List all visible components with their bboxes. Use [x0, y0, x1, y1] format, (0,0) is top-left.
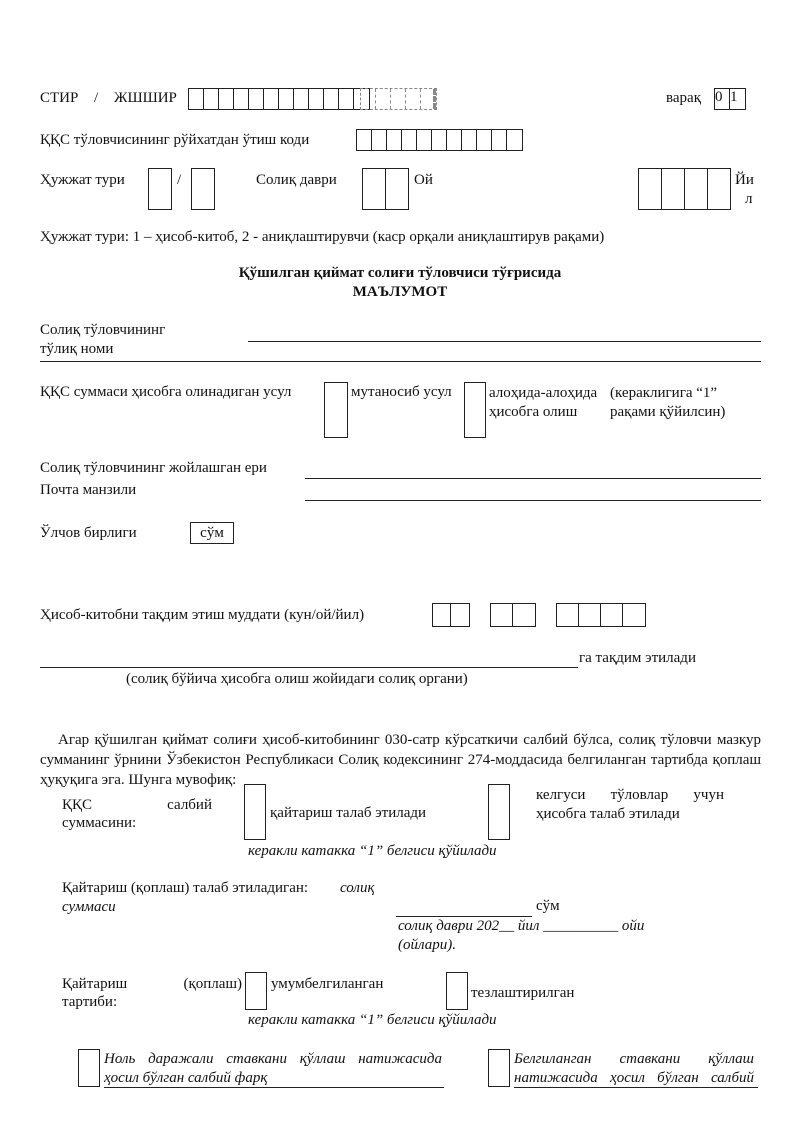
postal-address-field-line[interactable] — [305, 500, 761, 501]
deadline-month-cells[interactable] — [490, 603, 536, 627]
taxpayer-name-field-line-2[interactable] — [40, 361, 761, 362]
refund-order-hint: керакли катакка “1” белгиси қўйилади — [248, 1012, 497, 1028]
tax-authority-field-line[interactable] — [40, 667, 578, 668]
kks-registration-code-cells[interactable] — [356, 129, 523, 151]
zero-rate-option-label: Ноль даражали ставкани қўллаш натижасида ҳосил бўлган салбий фарқ — [104, 1051, 442, 1086]
stir-label: СТИР — [40, 90, 79, 106]
stir-input-cells[interactable] — [188, 88, 370, 110]
doc-type-slash: / — [177, 172, 182, 188]
zero-rate-underline — [104, 1087, 444, 1088]
negative-hint: керакли катакка “1” белгиси қўйилади — [248, 843, 497, 859]
negative-amount-label-line2: суммасини: — [62, 815, 137, 831]
refund-order-label-line2: тартиби: — [62, 994, 118, 1010]
zero-rate-checkbox[interactable] — [78, 1049, 100, 1087]
order-general-checkbox[interactable] — [245, 972, 267, 1010]
order-general-label: умумбелгиланган — [271, 976, 384, 992]
doc-type-label: Ҳужжат тури — [40, 172, 125, 188]
year-label-line2: л — [745, 191, 753, 207]
taxpayer-name-label-2: тўлиқ номи — [40, 341, 114, 357]
refund-currency: сўм — [536, 898, 560, 914]
method-proportional-label: мутаносиб усул — [351, 384, 452, 400]
unit-value-box: сўм — [190, 522, 234, 544]
option-future-payments-checkbox[interactable] — [488, 784, 510, 840]
doc-type-box-2[interactable] — [191, 168, 215, 210]
tax-period-label: Солиқ даври — [256, 172, 337, 188]
kks-registration-code-label: ҚҚС тўловчисининг рўйхатдан ўтиш коди — [40, 132, 310, 148]
option-refund-label: қайтариш талаб этилади — [270, 805, 427, 821]
method-proportional-checkbox[interactable] — [324, 382, 348, 438]
sheet-number-cells[interactable] — [714, 88, 746, 110]
unit-label: Ўлчов бирлиги — [40, 525, 137, 541]
period-year-box-2[interactable] — [661, 168, 685, 210]
method-separate-checkbox[interactable] — [464, 382, 486, 438]
deadline-day-cells[interactable] — [432, 603, 470, 627]
period-year-box-4[interactable] — [707, 168, 731, 210]
jshshir-extra-cells[interactable] — [360, 88, 437, 110]
doc-type-note: Ҳужжат тури: 1 – ҳисоб-китоб, 2 - аниқлаштирувчи (каср орқали аниқлаштирув рақами) — [40, 229, 605, 245]
kks-method-label: ҚҚС суммаси ҳисобга олинадиган усул — [40, 384, 292, 400]
negative-amount-label-line1: ҚҚС салбий — [62, 797, 212, 813]
month-label: Ой — [414, 172, 433, 188]
submitted-to-suffix: га тақдим этилади — [579, 650, 696, 666]
submission-deadline-label: Ҳисоб-китобни тақдим этиш муддати (кун/ой/йил) — [40, 607, 365, 623]
postal-address-label: Почта манзили — [40, 482, 137, 498]
deadline-year-cells[interactable] — [556, 603, 646, 627]
set-rate-checkbox[interactable] — [488, 1049, 510, 1087]
location-label: Солиқ тўловчининг жойлашган ери — [40, 460, 267, 476]
option-future-payments-label: келгуси тўловлар учун ҳисобга талаб этилади — [536, 787, 724, 822]
set-rate-underline — [514, 1087, 758, 1088]
period-month-box-1[interactable] — [362, 168, 386, 210]
taxpayer-name-field-line-1[interactable] — [248, 341, 761, 342]
option-refund-checkbox[interactable] — [244, 784, 266, 840]
period-month-box-2[interactable] — [385, 168, 409, 210]
doc-type-box-1[interactable] — [148, 168, 172, 210]
sheet-digit-2: 1 — [730, 89, 738, 105]
refund-amount-label: Қайтариш (қоплаш) талаб этиладиган: — [62, 880, 309, 896]
jshshir-label: ЖШШИР — [114, 90, 177, 106]
tax-authority-caption: (солиқ бўйича ҳисобга олиш жойидаги солиқ органи) — [126, 671, 468, 687]
order-fast-checkbox[interactable] — [446, 972, 468, 1010]
sheet-digit-1: 0 — [715, 89, 730, 109]
refund-order-label-line1: Қайтариш (қоплаш) — [62, 976, 242, 992]
form-title: Қўшилган қиймат солиғи тўловчиси тўғрисида — [238, 265, 562, 281]
method-separate-label: алоҳида-алоҳида ҳисобга олиш — [489, 385, 598, 420]
taxpayer-name-label-1: Солиқ тўловчининг — [40, 322, 166, 338]
refund-rights-paragraph: Агар қўшилган қиймат солиғи ҳисоб-китобининг 030-сатр кўрсаткичи салбий бўлса, солиқ тўловчи мазкур сумманинг ўрнини Ўзбекистон Республикаси Солиқ кодексининг 274-моддасида белгиланган тартибда қоплаш ҳуқуқига эга. Шунга мувофиқ: — [40, 732, 761, 788]
period-year-box-1[interactable] — [638, 168, 662, 210]
refund-period-text: солиқ даври 202__ йил __________ ойи (ойлари). — [398, 918, 645, 953]
slash-separator: / — [94, 90, 99, 106]
year-label-line1: Йи — [735, 172, 754, 188]
method-hint: (кераклигига “1” рақами қўйилсин) — [610, 385, 726, 420]
form-title-main: МАЪЛУМОТ — [352, 284, 448, 300]
refund-amount-label-italic-2: суммаси — [62, 899, 116, 915]
order-fast-label: тезлаштирилган — [471, 985, 575, 1001]
refund-amount-label-italic-1: солиқ — [340, 880, 375, 896]
varaq-label: варақ — [666, 90, 701, 106]
set-rate-option-label: Белгиланган ставкани қўллаш натижасида ҳосил бўлган салбий — [514, 1051, 754, 1086]
period-year-box-3[interactable] — [684, 168, 708, 210]
location-field-line[interactable] — [305, 478, 761, 479]
